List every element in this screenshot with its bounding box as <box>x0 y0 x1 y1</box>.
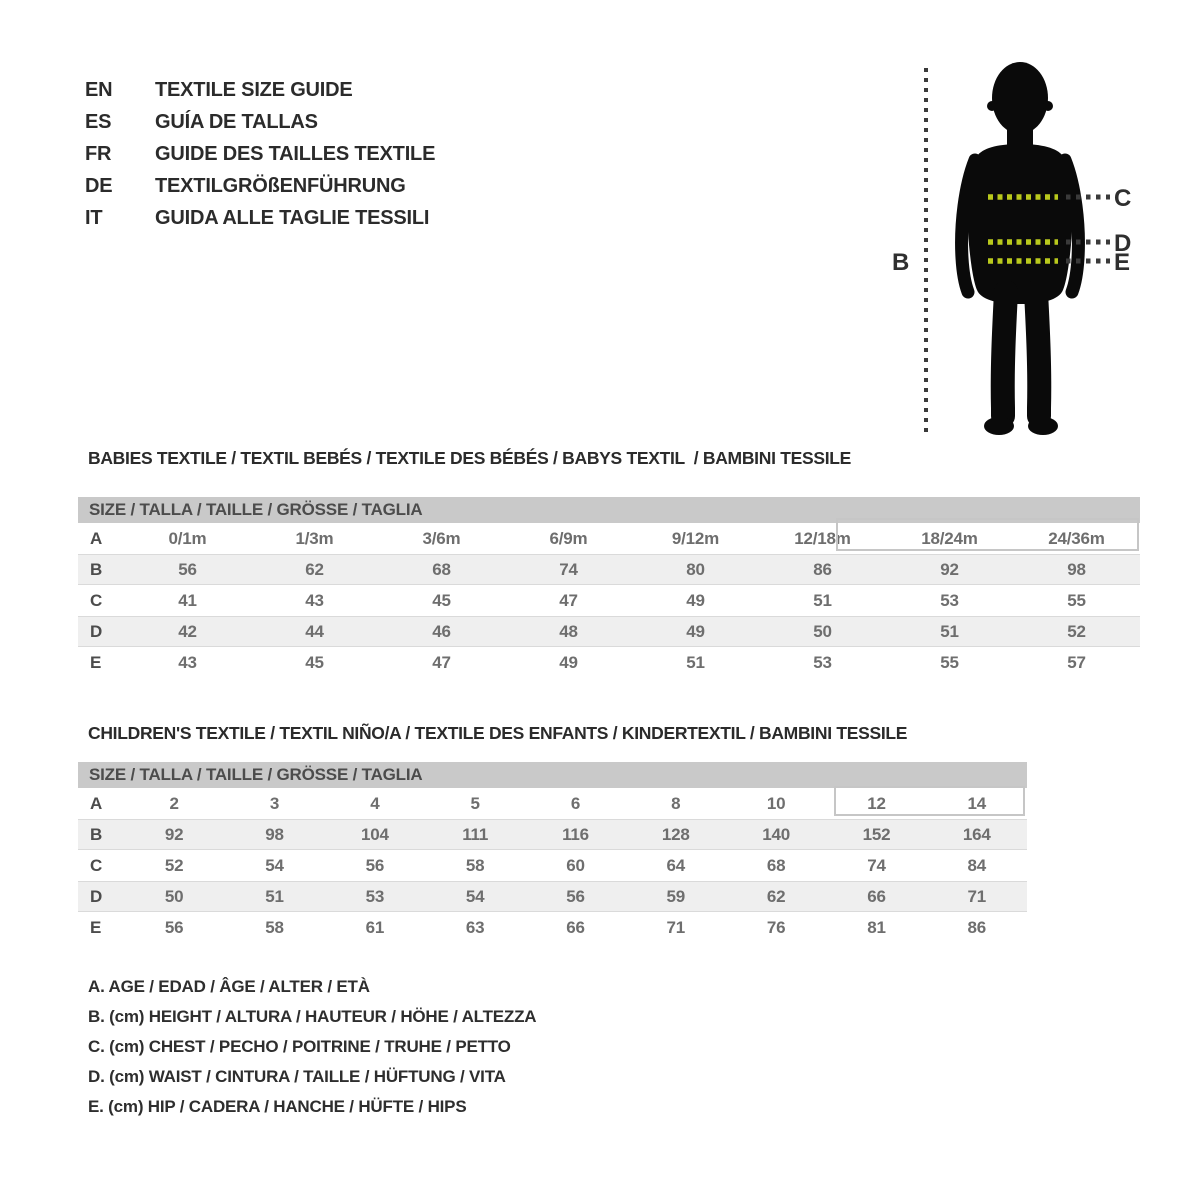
table-cell: 24/36m <box>1048 529 1105 548</box>
table-cell: 76 <box>766 918 786 937</box>
table-cell: 3 <box>269 794 280 813</box>
language-guide-row <box>85 106 435 138</box>
guide-title: TEXTILE SIZE GUIDE <box>155 79 353 101</box>
measurement-legend <box>88 972 536 1122</box>
row-label: B <box>90 825 103 844</box>
hip-measure-label: E <box>1114 249 1131 276</box>
row-label: C <box>90 856 103 875</box>
table-cell: 5 <box>470 794 480 813</box>
row-cells <box>124 882 1027 911</box>
table-cell: 47 <box>559 591 578 610</box>
language-code: IT <box>85 207 103 229</box>
row-label: A <box>90 794 103 813</box>
row-cells <box>124 585 1140 616</box>
height-measure-label: B <box>892 249 910 276</box>
table-cell: 98 <box>265 825 284 844</box>
table-cell: 104 <box>360 825 389 844</box>
table-cell: 12/18m <box>794 529 851 548</box>
table-cell: 55 <box>940 653 959 672</box>
language-code: ES <box>85 111 112 133</box>
table-cell: 62 <box>305 560 324 579</box>
language-code: DE <box>85 175 113 197</box>
table-cell: 86 <box>967 918 987 937</box>
table-cell: 1/3m <box>295 529 334 548</box>
table-cell: 74 <box>867 856 886 875</box>
table-cell: 62 <box>766 887 786 906</box>
babies-size-table <box>78 497 1140 678</box>
table-cell: 56 <box>164 918 184 937</box>
table-cell: 116 <box>562 825 589 844</box>
legend-item: D. (cm) WAIST / CINTURA / TAILLE / HÜFTUNG / VITA <box>88 1067 506 1086</box>
table-cell: 51 <box>265 887 284 906</box>
table-cell: 54 <box>265 856 284 875</box>
row-label: E <box>90 653 102 672</box>
guide-title: GUIDA ALLE TAGLIE TESSILI <box>155 207 430 229</box>
table-cell: 0/1m <box>168 529 207 548</box>
table-cell: 6 <box>570 794 581 813</box>
table-cell: 61 <box>365 918 385 937</box>
table-cell: 86 <box>813 560 832 579</box>
guide-title: GUIDE DES TAILLES TEXTILE <box>155 143 436 165</box>
silhouette-torso <box>967 144 1073 304</box>
silhouette-leg-right <box>1036 292 1039 416</box>
table-cell: 52 <box>1067 622 1086 641</box>
table-cell: 56 <box>178 560 197 579</box>
table-cell: 51 <box>940 622 959 641</box>
table-cell: 3/6m <box>422 529 461 548</box>
table-row <box>78 819 1027 850</box>
row-label: A <box>90 529 103 548</box>
table-cell: 55 <box>1067 591 1086 610</box>
table-cell: 14 <box>967 794 987 813</box>
children-highlighted-sizes-box <box>834 786 1025 816</box>
table-cell: 12 <box>867 794 886 813</box>
chest-measure-label: C <box>1114 185 1132 212</box>
table-cell: 8 <box>671 794 681 813</box>
silhouette-ear-left <box>987 101 997 111</box>
table-cell: 56 <box>566 887 585 906</box>
table-cell: 45 <box>432 591 451 610</box>
row-label: E <box>90 918 102 937</box>
table-cell: 140 <box>762 825 791 844</box>
table-cell: 53 <box>940 591 959 610</box>
table-cell: 111 <box>462 825 489 844</box>
language-guide-row <box>85 170 435 202</box>
table-row <box>78 647 1140 678</box>
child-figure-svg <box>880 40 1200 460</box>
table-cell: 66 <box>566 918 585 937</box>
table-cell: 44 <box>305 622 324 641</box>
table-cell: 48 <box>559 622 578 641</box>
table-cell: 128 <box>661 825 690 844</box>
children-table-header: SIZE / TALLA / TAILLE / GRÖSSE / TAGLIA <box>78 762 1027 788</box>
table-cell: 98 <box>1067 560 1086 579</box>
table-cell: 66 <box>867 887 886 906</box>
table-cell: 18/24m <box>921 529 978 548</box>
table-row <box>78 850 1027 881</box>
table-cell: 51 <box>813 591 832 610</box>
table-row <box>78 616 1140 647</box>
silhouette-leg-left <box>1003 292 1006 416</box>
table-cell: 74 <box>559 560 578 579</box>
table-cell: 4 <box>370 794 380 813</box>
language-code: FR <box>85 143 112 165</box>
table-cell: 164 <box>962 825 991 844</box>
table-cell: 51 <box>686 653 705 672</box>
table-cell: 59 <box>666 887 686 906</box>
waist-measure-label: D <box>1114 230 1132 257</box>
table-row <box>78 554 1140 585</box>
table-row <box>78 585 1140 616</box>
table-cell: 92 <box>940 560 959 579</box>
table-cell: 53 <box>365 887 385 906</box>
table-cell: 57 <box>1067 653 1086 672</box>
row-cells <box>124 850 1027 881</box>
row-cells <box>124 820 1027 849</box>
row-cells <box>124 555 1140 584</box>
silhouette-foot-left <box>984 417 1014 435</box>
guide-title: TEXTILGRÖßENFÜHRUNG <box>155 175 406 197</box>
table-row <box>78 912 1027 943</box>
row-label: D <box>90 622 103 641</box>
table-cell: 53 <box>813 653 832 672</box>
table-cell: 2 <box>169 794 179 813</box>
babies-table-header: SIZE / TALLA / TAILLE / GRÖSSE / TAGLIA <box>78 497 1140 523</box>
table-cell: 80 <box>686 560 705 579</box>
table-cell: 71 <box>967 887 987 906</box>
children-size-table <box>78 762 1027 943</box>
legend-item: B. (cm) HEIGHT / ALTURA / HAUTEUR / HÖHE / ALTEZZA <box>88 1007 537 1026</box>
table-cell: 52 <box>164 856 184 875</box>
table-cell: 56 <box>365 856 385 875</box>
language-guide-row <box>85 138 435 170</box>
row-label: D <box>90 887 103 906</box>
table-cell: 58 <box>265 918 284 937</box>
silhouette-ear-right <box>1043 101 1053 111</box>
table-cell: 49 <box>686 622 705 641</box>
table-cell: 58 <box>465 856 485 875</box>
table-cell: 64 <box>666 856 686 875</box>
row-cells <box>124 617 1140 646</box>
table-cell: 43 <box>178 653 197 672</box>
table-cell: 45 <box>305 653 324 672</box>
table-row <box>78 881 1027 912</box>
language-title-list <box>85 74 435 234</box>
table-cell: 50 <box>164 887 184 906</box>
row-label: C <box>90 591 103 610</box>
table-cell: 49 <box>559 653 578 672</box>
legend-item: A. AGE / EDAD / ÂGE / ALTER / ETÀ <box>88 977 370 996</box>
row-label: B <box>90 560 103 579</box>
table-cell: 152 <box>862 825 891 844</box>
silhouette-head <box>992 62 1048 134</box>
guide-title: GUÍA DE TALLAS <box>155 111 318 133</box>
babies-highlighted-sizes-box <box>836 518 1139 551</box>
language-guide-row <box>85 202 435 234</box>
silhouette-foot-right <box>1028 417 1058 435</box>
row-cells <box>124 647 1140 678</box>
table-cell: 84 <box>967 856 987 875</box>
language-guide-row <box>85 74 435 106</box>
table-cell: 60 <box>566 856 585 875</box>
table-cell: 81 <box>867 918 886 937</box>
table-cell: 46 <box>432 622 451 641</box>
table-cell: 42 <box>178 622 197 641</box>
table-cell: 41 <box>178 591 197 610</box>
table-cell: 63 <box>465 918 485 937</box>
language-code: EN <box>85 79 113 101</box>
table-cell: 49 <box>686 591 705 610</box>
table-cell: 47 <box>432 653 451 672</box>
table-cell: 43 <box>305 591 324 610</box>
child-silhouette <box>962 62 1079 435</box>
table-cell: 10 <box>766 794 786 813</box>
table-cell: 9/12m <box>671 529 720 548</box>
legend-item: C. (cm) CHEST / PECHO / POITRINE / TRUHE / PETTO <box>88 1037 511 1056</box>
legend-item: E. (cm) HIP / CADERA / HANCHE / HÜFTE / HIPS <box>88 1097 467 1116</box>
table-cell: 68 <box>766 856 786 875</box>
table-cell: 50 <box>813 622 832 641</box>
child-measurement-figure <box>880 40 1200 460</box>
table-cell: 68 <box>432 560 451 579</box>
babies-section-title: BABIES TEXTILE / TEXTIL BEBÉS / TEXTILE DES BÉBÉS / BABYS TEXTIL / BAMBINI TESSILE <box>88 448 852 468</box>
table-cell: 6/9m <box>549 529 588 548</box>
table-cell: 92 <box>164 825 184 844</box>
children-section-title: CHILDREN'S TEXTILE / TEXTIL NIÑO/A / TEXTILE DES ENFANTS / KINDERTEXTIL / BAMBINI TESSILE <box>88 723 908 743</box>
table-cell: 54 <box>465 887 485 906</box>
table-cell: 71 <box>666 918 686 937</box>
row-cells <box>124 912 1027 943</box>
